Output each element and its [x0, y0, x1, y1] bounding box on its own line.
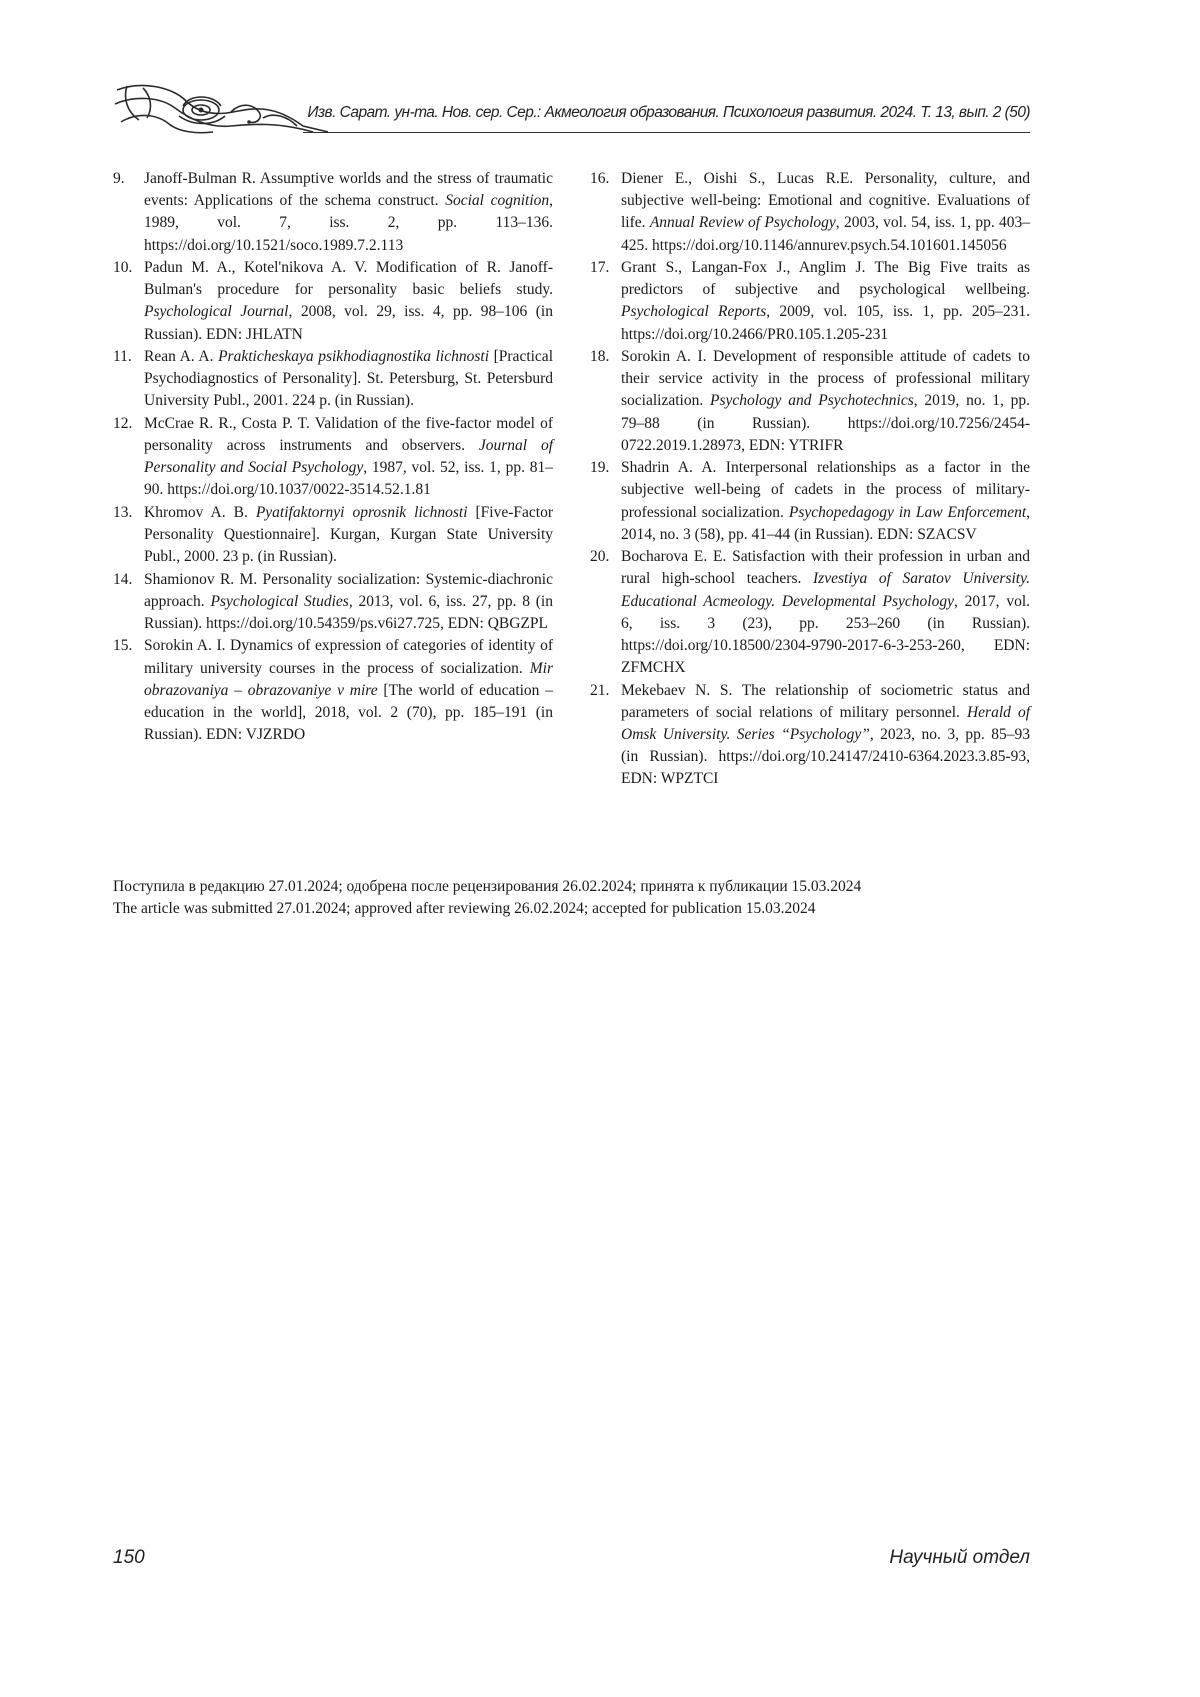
- reference-source: Mir obrazovaniya – obrazovaniye v mire: [144, 660, 553, 699]
- reference-number: 19.: [590, 457, 609, 479]
- reference-number: 9.: [113, 168, 125, 190]
- reference-number: 11.: [113, 346, 132, 368]
- reference-details: , 2013, vol. 6, iss. 27, pp. 8 (in Russian). https://doi.org/10.54359/ps.v6i27.725, EDN: QBGZPL: [144, 593, 553, 632]
- reference-authors-title: Shamionov R. M. Personality socialization: Systemic-diachronic approach.: [144, 571, 553, 610]
- reference-item: [113, 502, 553, 569]
- reference-details: , 1989, vol. 7, iss. 2, pp. 113–136. https://doi.org/10.1521/soco.1989.7.2.113: [144, 192, 553, 253]
- reference-authors-title: Rean A. A.: [144, 348, 218, 365]
- reference-details: [Practical Psychodiagnostics of Personality]. St. Petersburg, St. Petersburd University Publ., 2001. 224 p. (in Russian).: [144, 348, 553, 409]
- reference-number: 15.: [113, 635, 132, 657]
- reference-source: Psychological Reports: [621, 303, 766, 320]
- reference-item: [113, 569, 553, 636]
- dates-russian: Поступила в редакцию 27.01.2024; одобрена после рецензирования 26.02.2024; принята к публикации 15.03.2024: [113, 876, 1033, 898]
- reference-source: Psychology and Psychotechnics: [710, 392, 914, 409]
- reference-authors-title: Janoff-Bulman R. Assumptive worlds and the stress of traumatic events: Applications of the schema construct.: [144, 170, 553, 209]
- reference-details: [Five-Factor Personality Questionnaire]. Kurgan, Kurgan State University Publ., 2000. 23 p. (in Russian).: [144, 504, 553, 565]
- reference-details: , 1987, vol. 52, iss. 1, pp. 81–90. https://doi.org/10.1037/0022-3514.52.1.81: [144, 459, 553, 498]
- reference-authors-title: Bocharova E. E. Satisfaction with their profession in urban and rural high-school teachers.: [621, 548, 1030, 587]
- reference-number: 12.: [113, 413, 132, 435]
- reference-authors-title: McCrae R. R., Costa P. T. Validation of the five-factor model of personality across instruments and observers.: [144, 415, 553, 454]
- reference-item: [113, 635, 553, 746]
- reference-authors-title: Grant S., Langan-Fox J., Anglim J. The Big Five traits as predictors of subjective and psychological wellbeing.: [621, 259, 1030, 298]
- reference-source: Journal of Personality and Social Psychology: [144, 437, 553, 476]
- journal-citation: Изв. Сарат. ун-та. Нов. сер. Сер.: Акмеология образования. Психология развития. 2024. Т. 13, вып. 2 (50): [307, 104, 1030, 122]
- reference-source: Izvestiya of Saratov University. Educational Acmeology. Developmental Psychology: [621, 570, 1030, 609]
- reference-details: , 2009, vol. 105, iss. 1, pp. 205–231. https://doi.org/10.2466/PR0.105.1.205-231: [621, 303, 1030, 342]
- reference-number: 17.: [590, 257, 609, 279]
- section-title: Научный отдел: [889, 1547, 1030, 1569]
- submission-dates: [113, 876, 1033, 920]
- reference-item: [113, 168, 553, 257]
- running-header: [113, 82, 1030, 136]
- reference-item: [590, 546, 1030, 679]
- reference-authors-title: Sorokin A. I. Dynamics of expression of categories of identity of military university courses in the process of socialization.: [144, 637, 553, 676]
- reference-details: , 2003, vol. 54, iss. 1, pp. 403–425. https://doi.org/10.1146/annurev.psych.54.101601.145056: [621, 214, 1030, 253]
- reference-item: [590, 457, 1030, 546]
- reference-number: 20.: [590, 546, 609, 568]
- reference-authors-title: Khromov A. B.: [144, 504, 256, 521]
- reference-source: Psychopedagogy in Law Enforcement: [789, 504, 1026, 521]
- reference-item: [113, 413, 553, 502]
- references-right-column: [590, 168, 1030, 791]
- reference-authors-title: Mekebaev N. S. The relationship of sociometric status and parameters of social relations of military personnel.: [621, 682, 1030, 721]
- reference-source: Annual Review of Psychology: [650, 214, 836, 231]
- reference-source: Prakticheskaya psikhodiagnostika lichnosti: [218, 348, 489, 365]
- reference-item: [590, 346, 1030, 457]
- reference-item: [590, 680, 1030, 791]
- references-left-column: [113, 168, 553, 747]
- reference-source: Herald of Omsk University. Series “Psychology”: [621, 704, 1030, 743]
- reference-source: Psychological Journal: [144, 303, 289, 320]
- reference-details: [The world of education – education in the world], 2018, vol. 2 (70), pp. 185–191 (in Russian). EDN: VJZRDO: [144, 682, 553, 743]
- reference-source: Psychological Studies: [210, 593, 348, 610]
- reference-number: 10.: [113, 257, 132, 279]
- header-rule: [303, 132, 1030, 133]
- reference-details: , 2008, vol. 29, iss. 4, pp. 98–106 (in Russian). EDN: JHLATN: [144, 303, 553, 342]
- reference-details: , 2019, no. 1, pp. 79–88 (in Russian). https://doi.org/10.7256/2454-0722.2019.1.28973, EDN: YTRIFR: [621, 392, 1030, 453]
- reference-item: [113, 257, 553, 346]
- reference-number: 21.: [590, 680, 609, 702]
- reference-authors-title: Sorokin A. I. Development of responsible attitude of cadets to their service activity in the process of professional military socialization.: [621, 348, 1030, 409]
- reference-authors-title: Shadrin A. A. Interpersonal relationships as a factor in the subjective well-being of cadets in the process of military-professional socialization.: [621, 459, 1030, 520]
- reference-item: [590, 257, 1030, 346]
- reference-item: [590, 168, 1030, 257]
- reference-authors-title: Diener E., Oishi S., Lucas R.E. Personality, culture, and subjective well-being: Emotional and cognitive. Evaluations of life.: [621, 170, 1030, 231]
- reference-source: Social cognition: [445, 192, 549, 209]
- reference-source: Pyatifaktornyi oprosnik lichnosti: [256, 504, 468, 521]
- reference-details: , 2017, vol. 6, iss. 3 (23), pp. 253–260 (in Russian). https://doi.org/10.18500/2304-9790-2017-6-3-253-260, EDN: ZFMCHX: [621, 593, 1030, 677]
- page-number: 150: [113, 1547, 145, 1569]
- reference-number: 14.: [113, 569, 132, 591]
- reference-item: [113, 346, 553, 413]
- reference-details: , 2023, no. 3, pp. 85–93 (in Russian). https://doi.org/10.24147/2410-6364.2023.3.85-93, EDN: WPZTCI: [621, 726, 1030, 787]
- reference-number: 13.: [113, 502, 132, 524]
- dates-english: The article was submitted 27.01.2024; approved after reviewing 26.02.2024; accepted for publication 15.03.2024: [113, 898, 1033, 920]
- journal-ornament-logo: [113, 82, 328, 136]
- reference-number: 16.: [590, 168, 609, 190]
- reference-authors-title: Padun M. A., Kotel'nikova A. V. Modification of R. Janoff-Bulman's procedure for personality basic beliefs study.: [144, 259, 553, 298]
- reference-details: , 2014, no. 3 (58), pp. 41–44 (in Russian). EDN: SZACSV: [621, 504, 1030, 543]
- reference-number: 18.: [590, 346, 609, 368]
